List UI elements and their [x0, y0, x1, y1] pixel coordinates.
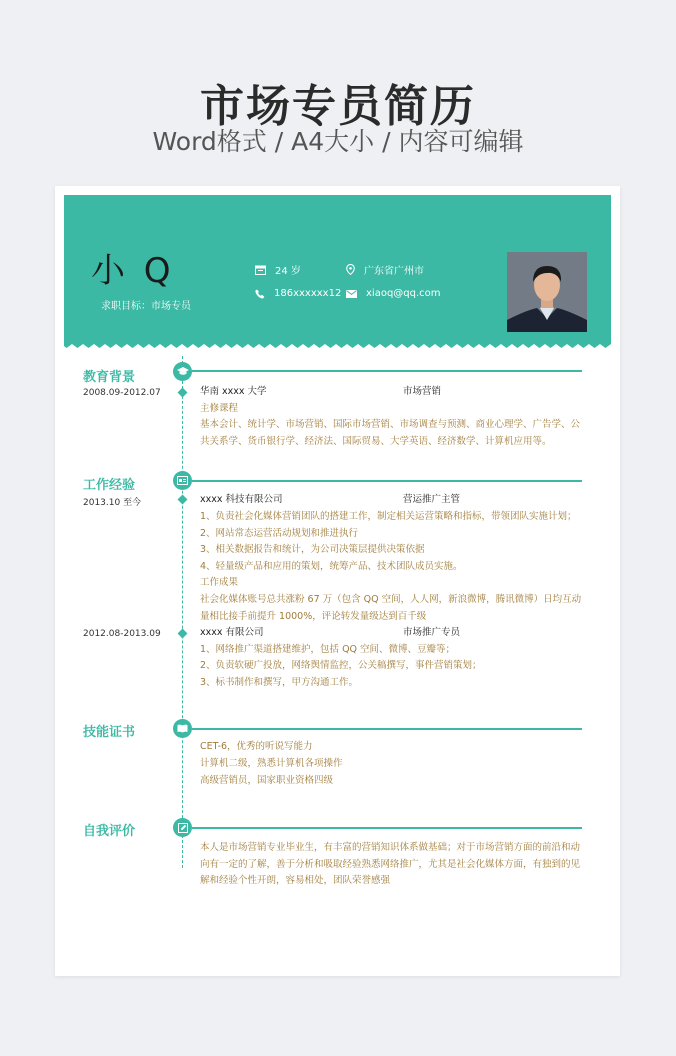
- job-duty: 3、标书制作和撰写，甲方沟通工作。: [200, 677, 359, 688]
- job-date: 2012.08-2013.09: [83, 629, 161, 639]
- candidate-name: 小 Q: [91, 251, 175, 291]
- phone-info: [255, 288, 341, 299]
- timeline-dot: [178, 388, 188, 398]
- profile-photo: [507, 252, 587, 332]
- location-text: 广东省广州市: [364, 266, 424, 277]
- job-duty: 3、相关数据报告和统计，为公司决策层提供决策依据: [200, 544, 425, 555]
- job-duty: 2、网站常态运营活动规划和推进执行: [200, 528, 359, 539]
- job-goal: 求职目标：市场专员: [101, 301, 191, 312]
- page-title: 市场专员简历: [200, 81, 476, 132]
- mail-icon: [346, 290, 357, 298]
- education-date: 2008.09-2012.07: [83, 388, 161, 398]
- education-title: 教育背景: [83, 370, 136, 385]
- timeline-axis: [182, 356, 184, 868]
- phone-icon: [255, 289, 265, 299]
- self-eval-divider: [192, 827, 582, 829]
- job-duty: 1、网络推广渠道搭建维护，包括 QQ 空间、微博、豆瓣等；: [200, 644, 456, 655]
- timeline-dot: [178, 629, 188, 639]
- page-subtitle: Word格式 / A4大小 / 内容可编辑: [152, 127, 524, 156]
- course-label: 主修课程: [200, 403, 239, 414]
- email-info: [346, 288, 441, 299]
- skill-item: CET-6，优秀的听说写能力: [200, 741, 313, 752]
- phone-text: 186xxxxxx12: [274, 288, 342, 299]
- resume-header: [64, 195, 611, 341]
- job-role: 市场推广专员: [403, 627, 461, 638]
- job-result-label: 工作成果: [200, 577, 239, 588]
- calendar-icon: [255, 265, 266, 275]
- skills-title: 技能证书: [83, 725, 136, 740]
- skills-divider: [192, 728, 582, 730]
- graduation-cap-icon: [173, 362, 192, 381]
- self-eval-text: 本人是市场营销专业毕业生，有丰富的营销知识体系做基础；对于市场营销方面的前沿和动向有一定的了解，善于分析和吸取经验熟悉网络推广，尤其是社会化媒体方面，有独到的见解和经验个性开朗，容易相处，团队荣誉感强: [200, 842, 581, 886]
- id-card-icon: [173, 471, 192, 490]
- email-text: xiaoq@qq.com: [366, 288, 441, 299]
- age-text: 24 岁: [275, 266, 301, 277]
- job-company: xxxx 有限公司: [200, 627, 264, 638]
- header-zigzag-edge: [64, 341, 611, 349]
- edit-icon: [173, 818, 192, 837]
- book-icon: [173, 719, 192, 738]
- age-info: [255, 262, 301, 277]
- timeline-dot: [178, 495, 188, 505]
- job-company: xxxx 科技有限公司: [200, 494, 283, 505]
- location-info: [346, 262, 424, 277]
- person-portrait-icon: [507, 252, 587, 332]
- education-divider: [192, 370, 582, 372]
- location-pin-icon: [346, 264, 355, 275]
- work-title: 工作经验: [83, 478, 136, 493]
- resume-paper: [55, 186, 620, 976]
- major-name: 市场营销: [403, 386, 442, 397]
- school-name: 华南 xxxx 大学: [200, 386, 267, 397]
- skill-item: 计算机二级，熟悉计算机各项操作: [200, 758, 343, 769]
- job-role: 营运推广主管: [403, 494, 461, 505]
- job-date: 2013.10 至今: [83, 498, 142, 508]
- work-divider: [192, 480, 582, 482]
- job-result: 社会化媒体账号总共涨粉 67 万（包含 QQ 空间，人人网，新浪微博，腾讯微博）日均互动量相比接手前提升 1000%，评论转发量级达到百千级: [200, 594, 582, 622]
- self-eval-title: 自我评价: [83, 824, 136, 839]
- course-list: 基本会计、统计学、市场营销、国际市场营销、市场调查与预测、商业心理学、广告学、公共关系学、货币银行学、经济法、国际贸易、大学英语、经济数学、计算机应用等。: [200, 419, 581, 447]
- skill-item: 高级营销员，国家职业资格四级: [200, 775, 334, 786]
- job-duty: 1、负责社会化媒体营销团队的搭建工作，制定相关运营策略和指标，带领团队实施计划；: [200, 511, 577, 522]
- job-duty: 4、轻量级产品和应用的策划，统筹产品、技术团队成员实施。: [200, 561, 463, 572]
- job-duty: 2、负责软硬广投放，网络舆情监控，公关稿撰写，事件营销策划；: [200, 660, 482, 671]
